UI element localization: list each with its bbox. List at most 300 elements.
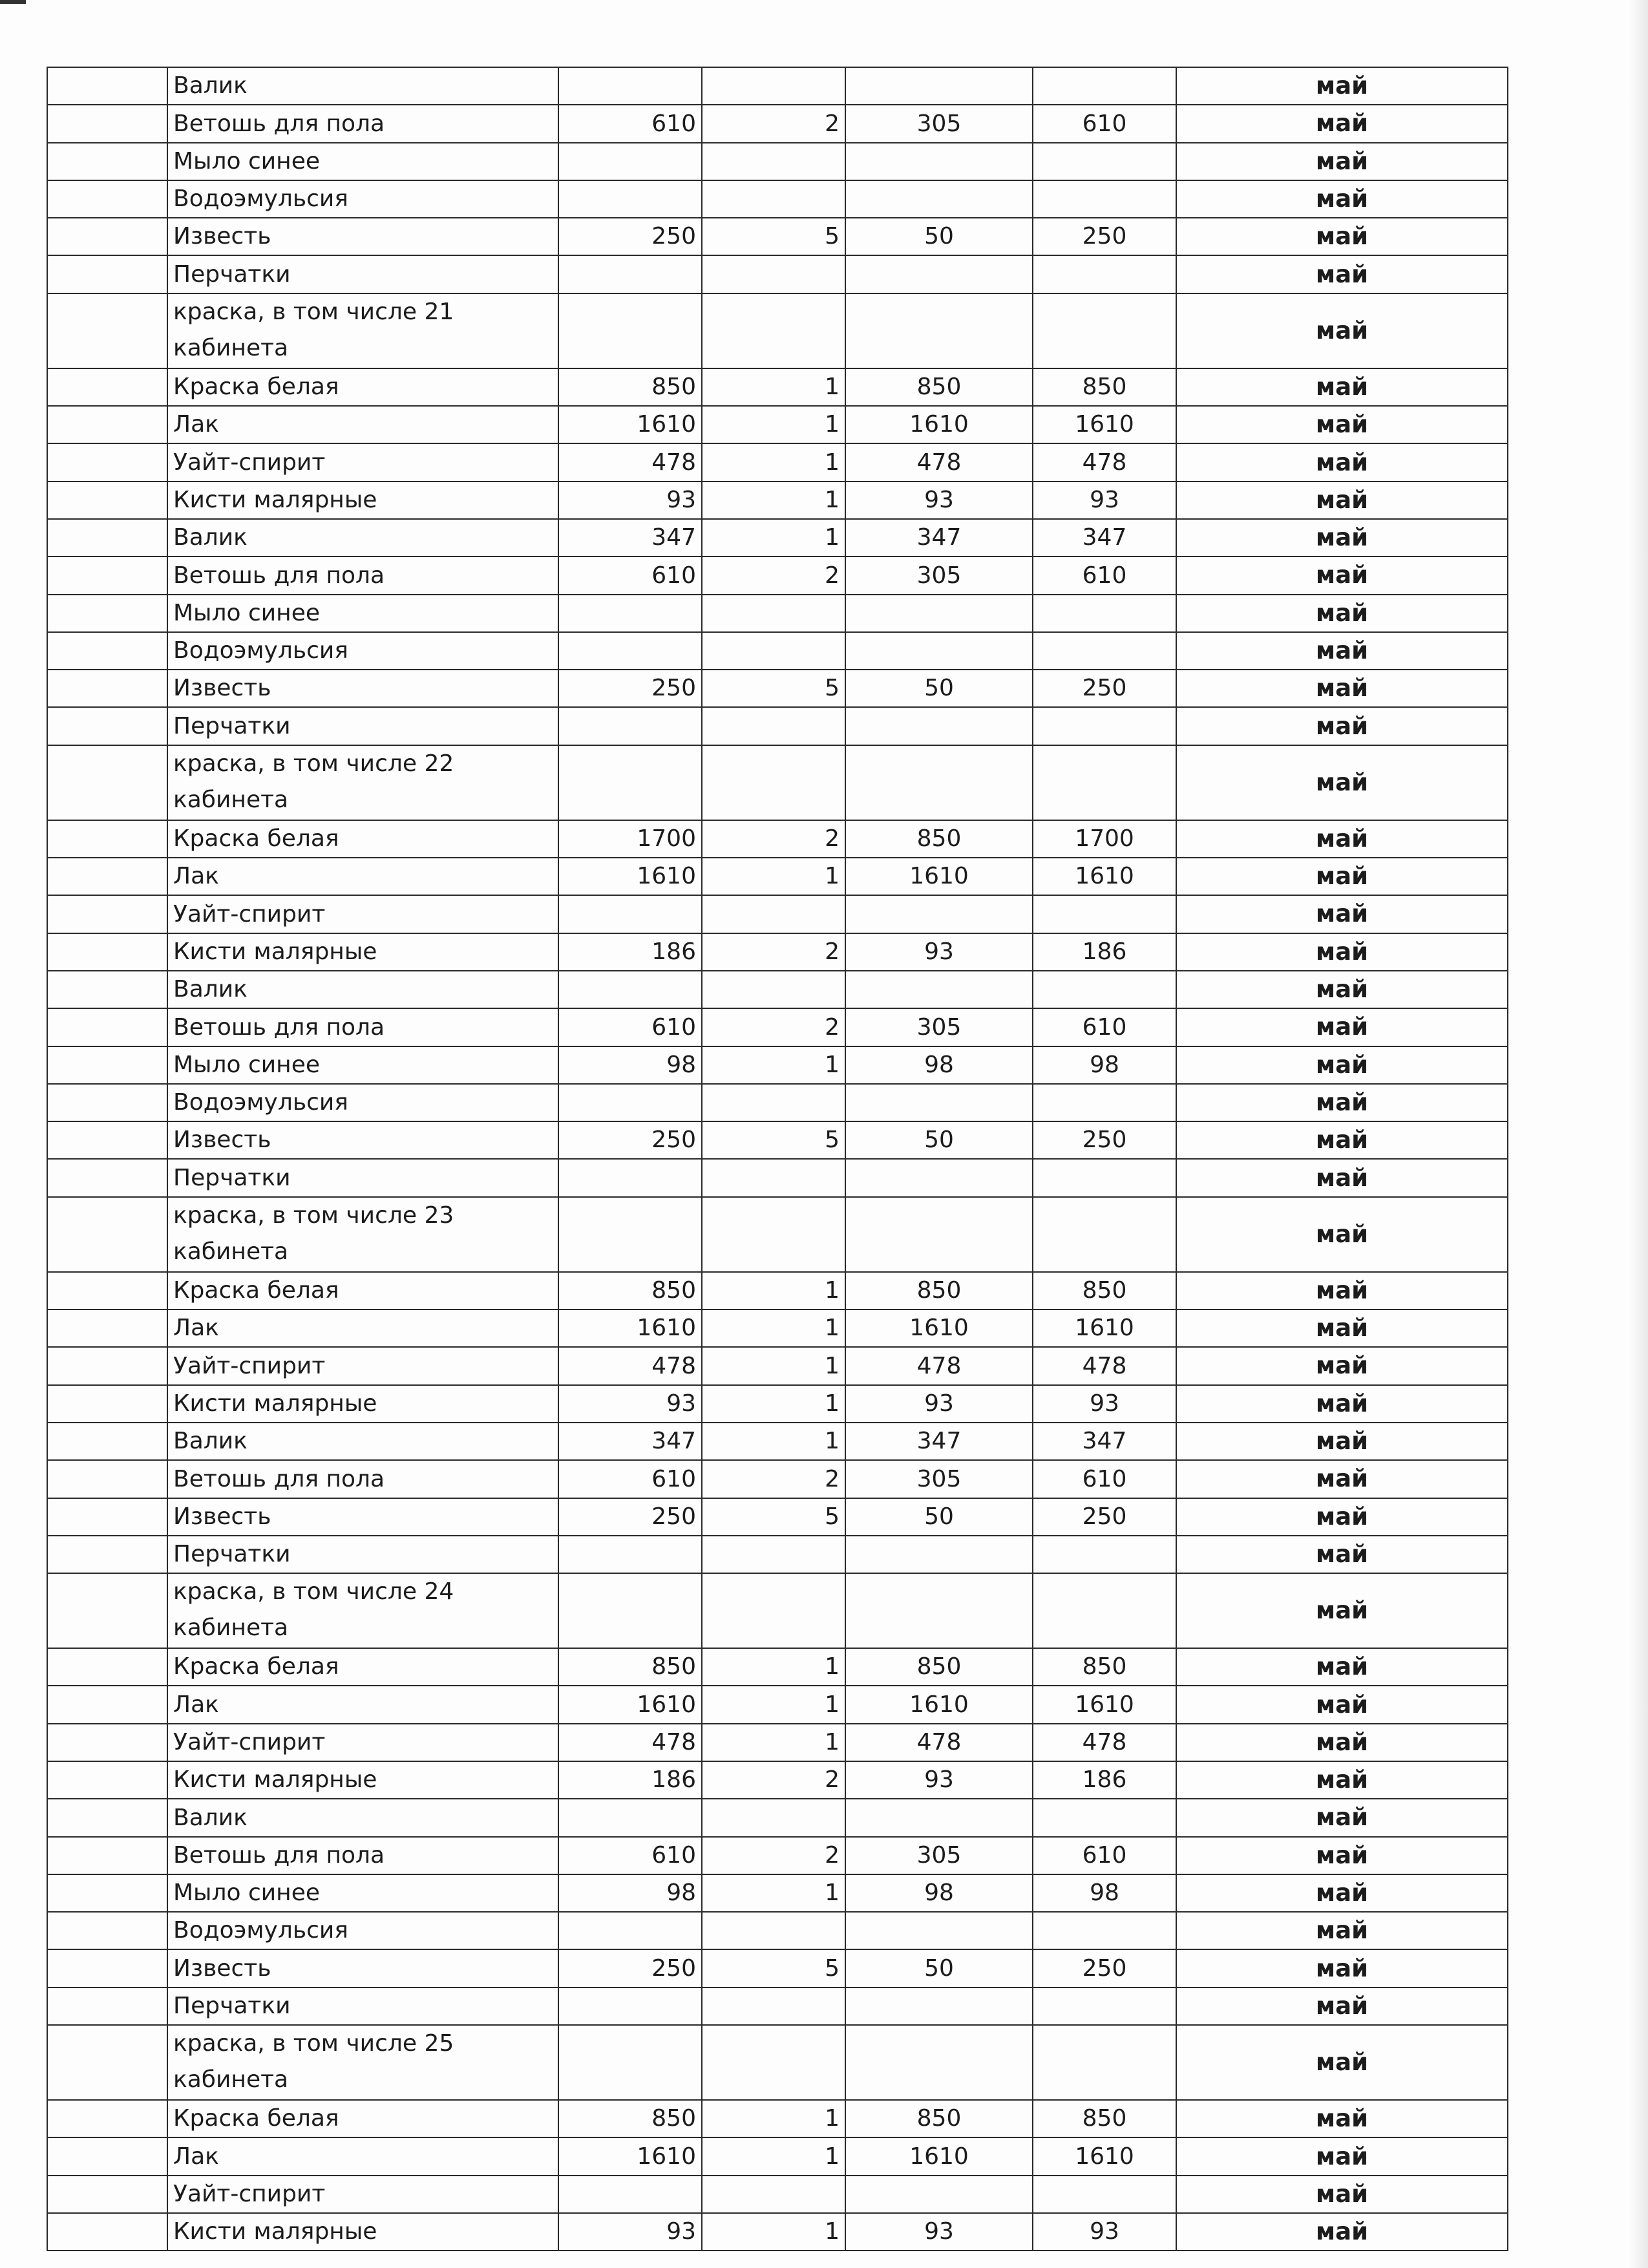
item-name-cell: Кисти малярные [167, 482, 558, 519]
table-row [47, 1498, 1508, 1536]
item-name-cell: Валик [167, 971, 558, 1008]
row-index-cell [47, 1949, 167, 1987]
item-name-cell: Известь [167, 1121, 558, 1159]
item-name-cell: Мыло синее [167, 1046, 558, 1084]
unit-price-cell [845, 293, 1033, 368]
table-row [47, 933, 1508, 971]
row-index-cell [47, 1197, 167, 1272]
item-name-cell: Перчатки [167, 1536, 558, 1573]
item-name-cell: Краска белая [167, 2100, 558, 2137]
row-index-cell [47, 1347, 167, 1384]
quantity-cell [702, 67, 845, 105]
amount-cell: 1610 [558, 406, 702, 443]
unit-price-cell: 305 [845, 1008, 1033, 1046]
sum-cell [1033, 1084, 1176, 1121]
quantity-cell [702, 143, 845, 180]
item-name-cell: Ветошь для пола [167, 1008, 558, 1046]
item-name-cell: Кисти малярные [167, 1385, 558, 1423]
expenses-table [47, 67, 1508, 2251]
row-index-cell [47, 1536, 167, 1573]
table-row [47, 1536, 1508, 1573]
month-cell: май [1176, 368, 1508, 406]
row-index-cell [47, 1385, 167, 1423]
row-index-cell [47, 1686, 167, 1723]
table-row [47, 595, 1508, 632]
unit-price-cell: 98 [845, 1046, 1033, 1084]
sum-cell: 347 [1033, 519, 1176, 556]
unit-price-cell [845, 707, 1033, 745]
table-row [47, 1799, 1508, 1836]
quantity-cell: 1 [702, 1874, 845, 1912]
table-row [47, 180, 1508, 218]
sum-cell: 478 [1033, 1724, 1176, 1761]
sum-cell [1033, 707, 1176, 745]
quantity-cell [702, 895, 845, 933]
sum-cell: 850 [1033, 1648, 1176, 1686]
item-name-cell: Лак [167, 406, 558, 443]
unit-price-cell [845, 143, 1033, 180]
sum-cell [1033, 2176, 1176, 2213]
month-cell: май [1176, 2100, 1508, 2137]
unit-price-cell: 98 [845, 1874, 1033, 1912]
item-name-cell: Краска белая [167, 820, 558, 858]
sum-cell [1033, 745, 1176, 820]
item-name-cell: Валик [167, 67, 558, 105]
table-row [47, 1423, 1508, 1460]
quantity-cell [702, 632, 845, 670]
quantity-cell: 1 [702, 1724, 845, 1761]
table-row [47, 255, 1508, 293]
row-index-cell [47, 406, 167, 443]
row-index-cell [47, 519, 167, 556]
sum-cell: 1610 [1033, 858, 1176, 895]
quantity-cell: 2 [702, 933, 845, 971]
unit-price-cell: 93 [845, 1385, 1033, 1423]
quantity-cell: 1 [702, 1648, 845, 1686]
sum-cell: 478 [1033, 1347, 1176, 1384]
row-index-cell [47, 218, 167, 255]
sum-cell: 850 [1033, 1272, 1176, 1309]
quantity-cell: 1 [702, 2213, 845, 2251]
table-row [47, 519, 1508, 556]
quantity-cell: 2 [702, 1008, 845, 1046]
month-cell: май [1176, 1008, 1508, 1046]
item-name-cell: Уайт-спирит [167, 2176, 558, 2213]
item-name-cell: Кисти малярные [167, 933, 558, 971]
table-row [47, 2137, 1508, 2175]
month-cell: май [1176, 1309, 1508, 1347]
row-index-cell [47, 2025, 167, 2100]
item-name-cell: Уайт-спирит [167, 1347, 558, 1384]
month-cell: май [1176, 293, 1508, 368]
unit-price-cell: 347 [845, 519, 1033, 556]
month-cell: май [1176, 1573, 1508, 1648]
row-index-cell [47, 1423, 167, 1460]
row-index-cell [47, 2213, 167, 2251]
row-index-cell [47, 293, 167, 368]
month-cell: май [1176, 143, 1508, 180]
month-cell: май [1176, 406, 1508, 443]
quantity-cell: 1 [702, 482, 845, 519]
table-row [47, 1197, 1508, 1272]
sum-cell: 610 [1033, 556, 1176, 594]
row-index-cell [47, 820, 167, 858]
amount-cell [558, 595, 702, 632]
quantity-cell: 2 [702, 1460, 845, 1498]
item-name-cell: Ветошь для пола [167, 1837, 558, 1874]
item-name-cell: Лак [167, 1309, 558, 1347]
amount-cell: 347 [558, 519, 702, 556]
unit-price-cell: 1610 [845, 1686, 1033, 1723]
month-cell: май [1176, 745, 1508, 820]
table-row [47, 1724, 1508, 1761]
sum-cell: 98 [1033, 1046, 1176, 1084]
sum-cell [1033, 180, 1176, 218]
unit-price-cell: 850 [845, 2100, 1033, 2137]
sum-cell: 186 [1033, 1761, 1176, 1799]
row-index-cell [47, 105, 167, 142]
table-row [47, 1987, 1508, 2025]
amount-cell [558, 293, 702, 368]
unit-price-cell: 305 [845, 105, 1033, 142]
item-name-cell: краска, в том числе 24 кабинета [167, 1573, 558, 1648]
amount-cell: 850 [558, 2100, 702, 2137]
row-index-cell [47, 707, 167, 745]
quantity-cell: 2 [702, 105, 845, 142]
unit-price-cell [845, 180, 1033, 218]
item-name-cell: Валик [167, 1799, 558, 1836]
month-cell: май [1176, 1648, 1508, 1686]
item-name-cell: Ветошь для пола [167, 556, 558, 594]
quantity-cell: 5 [702, 1121, 845, 1159]
table-row [47, 1159, 1508, 1196]
quantity-cell [702, 180, 845, 218]
month-cell: май [1176, 1686, 1508, 1723]
amount-cell [558, 143, 702, 180]
quantity-cell: 5 [702, 218, 845, 255]
sum-cell: 610 [1033, 105, 1176, 142]
sum-cell: 250 [1033, 1949, 1176, 1987]
row-index-cell [47, 1761, 167, 1799]
amount-cell: 478 [558, 443, 702, 481]
item-name-cell: Уайт-спирит [167, 443, 558, 481]
item-name-cell: Перчатки [167, 707, 558, 745]
amount-cell [558, 1573, 702, 1648]
unit-price-cell [845, 1084, 1033, 1121]
row-index-cell [47, 1573, 167, 1648]
quantity-cell: 1 [702, 1347, 845, 1384]
amount-cell: 478 [558, 1347, 702, 1384]
table-row [47, 2100, 1508, 2137]
amount-cell: 93 [558, 482, 702, 519]
amount-cell: 1700 [558, 820, 702, 858]
unit-price-cell [845, 1197, 1033, 1272]
item-name-cell: краска, в том числе 21 кабинета [167, 293, 558, 368]
month-cell: май [1176, 1159, 1508, 1196]
amount-cell: 610 [558, 1008, 702, 1046]
amount-cell [558, 67, 702, 105]
row-index-cell [47, 1309, 167, 1347]
month-cell: май [1176, 895, 1508, 933]
table-row [47, 971, 1508, 1008]
sum-cell: 610 [1033, 1460, 1176, 1498]
quantity-cell [702, 971, 845, 1008]
table-row [47, 745, 1508, 820]
quantity-cell [702, 255, 845, 293]
row-index-cell [47, 895, 167, 933]
quantity-cell: 1 [702, 406, 845, 443]
amount-cell: 98 [558, 1874, 702, 1912]
table-row [47, 1460, 1508, 1498]
row-index-cell [47, 67, 167, 105]
row-index-cell [47, 1874, 167, 1912]
month-cell: май [1176, 1197, 1508, 1272]
unit-price-cell [845, 745, 1033, 820]
item-name-cell: Валик [167, 1423, 558, 1460]
amount-cell: 850 [558, 368, 702, 406]
amount-cell: 186 [558, 1761, 702, 1799]
row-index-cell [47, 1498, 167, 1536]
unit-price-cell: 50 [845, 218, 1033, 255]
unit-price-cell [845, 1536, 1033, 1573]
unit-price-cell: 478 [845, 443, 1033, 481]
month-cell: май [1176, 632, 1508, 670]
item-name-cell: Ветошь для пола [167, 105, 558, 142]
row-index-cell [47, 1648, 167, 1686]
sum-cell [1033, 1573, 1176, 1648]
sum-cell [1033, 67, 1176, 105]
month-cell: май [1176, 971, 1508, 1008]
month-cell: май [1176, 1874, 1508, 1912]
amount-cell: 250 [558, 1498, 702, 1536]
item-name-cell: Валик [167, 519, 558, 556]
quantity-cell: 1 [702, 1423, 845, 1460]
table-row [47, 1573, 1508, 1648]
table-row [47, 143, 1508, 180]
month-cell: май [1176, 1121, 1508, 1159]
table-row [47, 368, 1508, 406]
unit-price-cell: 1610 [845, 406, 1033, 443]
item-name-cell: Мыло синее [167, 595, 558, 632]
quantity-cell [702, 1912, 845, 1949]
quantity-cell: 2 [702, 1837, 845, 1874]
month-cell: май [1176, 443, 1508, 481]
month-cell: май [1176, 1046, 1508, 1084]
month-cell: май [1176, 670, 1508, 707]
item-name-cell: Краска белая [167, 368, 558, 406]
table-row [47, 1008, 1508, 1046]
month-cell: май [1176, 519, 1508, 556]
item-name-cell: краска, в том числе 22 кабинета [167, 745, 558, 820]
row-index-cell [47, 2176, 167, 2213]
row-index-cell [47, 971, 167, 1008]
table-row [47, 556, 1508, 594]
row-index-cell [47, 143, 167, 180]
month-cell: май [1176, 1423, 1508, 1460]
unit-price-cell [845, 2176, 1033, 2213]
amount-cell: 250 [558, 1949, 702, 1987]
amount-cell: 1610 [558, 1686, 702, 1723]
amount-cell [558, 1159, 702, 1196]
sum-cell: 98 [1033, 1874, 1176, 1912]
item-name-cell: Кисти малярные [167, 1761, 558, 1799]
table-row [47, 1912, 1508, 1949]
table-row [47, 218, 1508, 255]
month-cell: май [1176, 482, 1508, 519]
quantity-cell: 1 [702, 1385, 845, 1423]
quantity-cell [702, 293, 845, 368]
sum-cell: 1610 [1033, 1309, 1176, 1347]
unit-price-cell: 1610 [845, 1309, 1033, 1347]
table-row [47, 1046, 1508, 1084]
unit-price-cell: 50 [845, 1121, 1033, 1159]
row-index-cell [47, 595, 167, 632]
quantity-cell [702, 745, 845, 820]
table-row [47, 293, 1508, 368]
row-index-cell [47, 368, 167, 406]
sum-cell: 1610 [1033, 2137, 1176, 2175]
item-name-cell: Известь [167, 1949, 558, 1987]
row-index-cell [47, 1460, 167, 1498]
quantity-cell: 1 [702, 1272, 845, 1309]
sum-cell [1033, 632, 1176, 670]
item-name-cell: Ветошь для пола [167, 1460, 558, 1498]
quantity-cell [702, 707, 845, 745]
item-name-cell: краска, в том числе 25 кабинета [167, 2025, 558, 2100]
row-index-cell [47, 482, 167, 519]
month-cell: май [1176, 933, 1508, 971]
month-cell: май [1176, 105, 1508, 142]
row-index-cell [47, 1912, 167, 1949]
table-row [47, 1949, 1508, 1987]
amount-cell: 610 [558, 1837, 702, 1874]
unit-price-cell: 93 [845, 482, 1033, 519]
month-cell: май [1176, 1460, 1508, 1498]
amount-cell: 850 [558, 1648, 702, 1686]
quantity-cell: 1 [702, 443, 845, 481]
unit-price-cell: 850 [845, 1648, 1033, 1686]
month-cell: май [1176, 820, 1508, 858]
quantity-cell: 2 [702, 820, 845, 858]
row-index-cell [47, 2137, 167, 2175]
item-name-cell: Водоэмульсия [167, 1912, 558, 1949]
unit-price-cell: 305 [845, 1837, 1033, 1874]
month-cell: май [1176, 595, 1508, 632]
item-name-cell: Уайт-спирит [167, 1724, 558, 1761]
month-cell: май [1176, 1837, 1508, 1874]
amount-cell: 610 [558, 1460, 702, 1498]
row-index-cell [47, 1008, 167, 1046]
row-index-cell [47, 2100, 167, 2137]
quantity-cell: 1 [702, 1046, 845, 1084]
row-index-cell [47, 1799, 167, 1836]
table-row [47, 820, 1508, 858]
row-index-cell [47, 1987, 167, 2025]
sum-cell: 250 [1033, 218, 1176, 255]
item-name-cell: краска, в том числе 23 кабинета [167, 1197, 558, 1272]
sum-cell: 1610 [1033, 1686, 1176, 1723]
amount-cell [558, 180, 702, 218]
table-row [47, 105, 1508, 142]
sum-cell [1033, 595, 1176, 632]
row-index-cell [47, 1837, 167, 1874]
row-index-cell [47, 1084, 167, 1121]
month-cell: май [1176, 2025, 1508, 2100]
amount-cell [558, 1987, 702, 2025]
unit-price-cell: 50 [845, 1498, 1033, 1536]
sum-cell [1033, 1536, 1176, 1573]
sum-cell [1033, 971, 1176, 1008]
amount-cell [558, 895, 702, 933]
month-cell: май [1176, 255, 1508, 293]
unit-price-cell [845, 971, 1033, 1008]
month-cell: май [1176, 707, 1508, 745]
month-cell: май [1176, 180, 1508, 218]
item-name-cell: Мыло синее [167, 143, 558, 180]
item-name-cell: Уайт-спирит [167, 895, 558, 933]
sum-cell: 1700 [1033, 820, 1176, 858]
item-name-cell: Перчатки [167, 255, 558, 293]
unit-price-cell [845, 895, 1033, 933]
item-name-cell: Известь [167, 218, 558, 255]
quantity-cell [702, 2025, 845, 2100]
amount-cell: 1610 [558, 1309, 702, 1347]
amount-cell [558, 1536, 702, 1573]
table-row [47, 858, 1508, 895]
unit-price-cell: 347 [845, 1423, 1033, 1460]
amount-cell [558, 1197, 702, 1272]
item-name-cell: Лак [167, 1686, 558, 1723]
unit-price-cell: 93 [845, 2213, 1033, 2251]
item-name-cell: Перчатки [167, 1159, 558, 1196]
sum-cell: 1610 [1033, 406, 1176, 443]
table-row [47, 1347, 1508, 1384]
amount-cell [558, 1084, 702, 1121]
amount-cell: 93 [558, 1385, 702, 1423]
sum-cell [1033, 2025, 1176, 2100]
month-cell: май [1176, 2213, 1508, 2251]
row-index-cell [47, 443, 167, 481]
scan-shadow [1629, 0, 1648, 2268]
month-cell: май [1176, 1987, 1508, 2025]
table-row [47, 1837, 1508, 1874]
table-row [47, 895, 1508, 933]
row-index-cell [47, 858, 167, 895]
unit-price-cell [845, 1987, 1033, 2025]
quantity-cell [702, 595, 845, 632]
month-cell: май [1176, 1799, 1508, 1836]
month-cell: май [1176, 1272, 1508, 1309]
row-index-cell [47, 745, 167, 820]
item-name-cell: Водоэмульсия [167, 180, 558, 218]
amount-cell: 186 [558, 933, 702, 971]
row-index-cell [47, 1724, 167, 1761]
sum-cell: 250 [1033, 1498, 1176, 1536]
sum-cell [1033, 255, 1176, 293]
table-row [47, 632, 1508, 670]
sum-cell: 478 [1033, 443, 1176, 481]
month-cell: май [1176, 218, 1508, 255]
amount-cell [558, 2176, 702, 2213]
item-name-cell: Перчатки [167, 1987, 558, 2025]
unit-price-cell: 93 [845, 1761, 1033, 1799]
amount-cell: 347 [558, 1423, 702, 1460]
quantity-cell: 5 [702, 1949, 845, 1987]
amount-cell [558, 1799, 702, 1836]
month-cell: май [1176, 1498, 1508, 1536]
table-row [47, 1761, 1508, 1799]
item-name-cell: Водоэмульсия [167, 1084, 558, 1121]
